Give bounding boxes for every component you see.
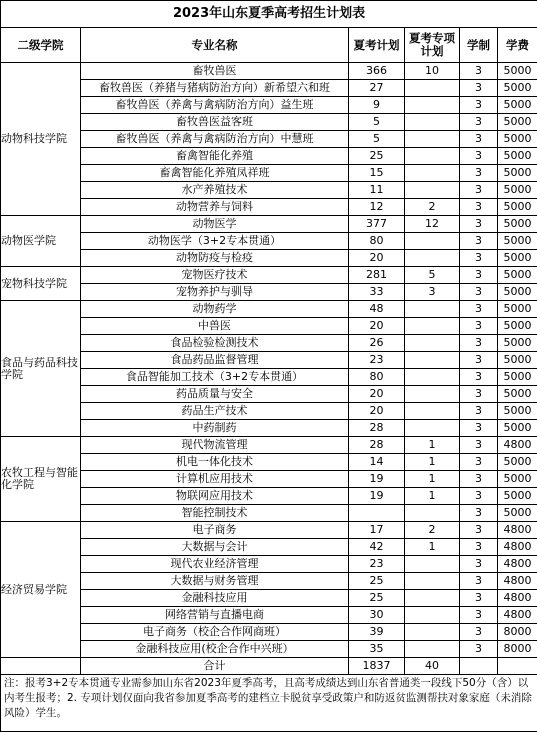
summer-plan-cell: 42 [349, 539, 405, 556]
special-plan-cell [405, 573, 460, 590]
table-row [1, 590, 537, 607]
major-cell: 畜禽智能化养殖凤祥班 [81, 165, 349, 182]
header-years: 学制 [460, 28, 498, 63]
special-plan-cell: 1 [405, 437, 460, 454]
table-row [1, 420, 537, 437]
special-plan-cell [405, 148, 460, 165]
years-cell: 3 [460, 573, 498, 590]
years-cell: 3 [460, 80, 498, 97]
table-row [1, 148, 537, 165]
summer-plan-cell [349, 505, 405, 522]
total-row [1, 658, 537, 675]
major-cell: 动物医学 [81, 216, 349, 233]
summer-plan-cell: 30 [349, 607, 405, 624]
summer-plan-cell: 20 [349, 318, 405, 335]
summer-plan-cell: 20 [349, 250, 405, 267]
special-plan-cell: 12 [405, 216, 460, 233]
fee-cell: 5000 [498, 301, 537, 318]
table-row [1, 607, 537, 624]
table-row [1, 539, 537, 556]
summer-plan-cell: 35 [349, 641, 405, 658]
fee-cell: 4800 [498, 607, 537, 624]
table-row [1, 522, 537, 539]
years-cell: 3 [460, 488, 498, 505]
special-plan-cell [405, 352, 460, 369]
fee-cell: 5000 [498, 386, 537, 403]
fee-cell: 5000 [498, 199, 537, 216]
table-row [1, 335, 537, 352]
summer-plan-cell: 26 [349, 335, 405, 352]
summer-plan-cell: 23 [349, 556, 405, 573]
total-plan: 1837 [349, 658, 405, 675]
header-college: 二级学院 [1, 28, 81, 63]
table-row [1, 471, 537, 488]
total-years-blank [460, 658, 498, 675]
fee-cell: 4800 [498, 556, 537, 573]
special-plan-cell [405, 114, 460, 131]
major-cell: 现代物流管理 [81, 437, 349, 454]
years-cell: 3 [460, 437, 498, 454]
table-row [1, 216, 537, 233]
special-plan-cell [405, 556, 460, 573]
major-cell: 水产养殖技术 [81, 182, 349, 199]
years-cell: 3 [460, 284, 498, 301]
summer-plan-cell: 28 [349, 437, 405, 454]
total-label: 合计 [81, 658, 349, 675]
table-row [1, 641, 537, 658]
fee-cell: 5000 [498, 335, 537, 352]
fee-cell: 5000 [498, 114, 537, 131]
summer-plan-cell: 19 [349, 471, 405, 488]
years-cell: 3 [460, 63, 498, 80]
table-row [1, 556, 537, 573]
fee-cell: 5000 [498, 97, 537, 114]
fee-cell: 5000 [498, 369, 537, 386]
table-row [1, 182, 537, 199]
summer-plan-cell: 25 [349, 148, 405, 165]
summer-plan-cell: 17 [349, 522, 405, 539]
major-cell: 动物防疫与检疫 [81, 250, 349, 267]
years-cell: 3 [460, 607, 498, 624]
note-row [1, 675, 537, 732]
summer-plan-cell: 5 [349, 131, 405, 148]
fee-cell: 5000 [498, 352, 537, 369]
major-cell: 畜牧兽医 [81, 63, 349, 80]
years-cell: 3 [460, 148, 498, 165]
major-cell: 药品生产技术 [81, 403, 349, 420]
years-cell: 3 [460, 522, 498, 539]
major-cell: 中药制药 [81, 420, 349, 437]
major-cell: 金融科技应用(校企合作中兴班） [81, 641, 349, 658]
summer-plan-cell: 11 [349, 182, 405, 199]
special-plan-cell: 3 [405, 284, 460, 301]
special-plan-cell: 1 [405, 539, 460, 556]
table-row [1, 505, 537, 522]
years-cell: 3 [460, 641, 498, 658]
summer-plan-cell: 28 [349, 420, 405, 437]
special-plan-cell [405, 318, 460, 335]
table-row [1, 97, 537, 114]
footnote: 注：报考3+2专本贯通专业需参加山东省2023年夏季高考，且高考成绩达到山东省普通类一段线下50分（含）以内考生报考；2. 专项计划仅面向我省参加夏季高考的建档立卡脱贫享受政策户和防返贫监测帮扶对象家庭（未消除风险）学生。 [1, 675, 537, 732]
years-cell: 3 [460, 301, 498, 318]
summer-plan-cell: 12 [349, 199, 405, 216]
summer-plan-cell: 9 [349, 97, 405, 114]
total-blank-cell [1, 658, 81, 675]
major-cell: 食品智能加工技术（3+2专本贯通） [81, 369, 349, 386]
major-cell: 宠物养护与驯导 [81, 284, 349, 301]
major-cell: 现代农业经济管理 [81, 556, 349, 573]
summer-plan-cell: 377 [349, 216, 405, 233]
special-plan-cell: 1 [405, 454, 460, 471]
special-plan-cell: 5 [405, 267, 460, 284]
header-special-plan-label: 夏考专项计划 [405, 32, 459, 58]
major-cell: 物联网应用技术 [81, 488, 349, 505]
years-cell: 3 [460, 165, 498, 182]
major-cell: 网络营销与直播电商 [81, 607, 349, 624]
special-plan-cell [405, 80, 460, 97]
table-row [1, 369, 537, 386]
fee-cell: 5000 [498, 182, 537, 199]
major-cell: 畜牧兽医（养禽与禽病防治方向）中慧班 [81, 131, 349, 148]
summer-plan-cell: 27 [349, 80, 405, 97]
major-cell: 大数据与财务管理 [81, 573, 349, 590]
fee-cell: 5000 [498, 471, 537, 488]
major-cell: 畜牧兽医（养禽与禽病防治方向）益生班 [81, 97, 349, 114]
special-plan-cell: 2 [405, 199, 460, 216]
major-cell: 智能控制技术 [81, 505, 349, 522]
table-row [1, 233, 537, 250]
years-cell: 3 [460, 199, 498, 216]
years-cell: 3 [460, 505, 498, 522]
fee-cell: 4800 [498, 522, 537, 539]
table-row [1, 437, 537, 454]
special-plan-cell: 1 [405, 471, 460, 488]
fee-cell: 5000 [498, 63, 537, 80]
header-row [1, 28, 537, 63]
years-cell: 3 [460, 233, 498, 250]
special-plan-cell [405, 131, 460, 148]
years-cell: 3 [460, 369, 498, 386]
summer-plan-cell: 23 [349, 352, 405, 369]
special-plan-cell [405, 420, 460, 437]
table-row [1, 199, 537, 216]
special-plan-cell [405, 97, 460, 114]
total-fee-blank [498, 658, 537, 675]
table-row [1, 318, 537, 335]
special-plan-cell: 2 [405, 522, 460, 539]
header-special-plan [405, 28, 460, 63]
years-cell: 3 [460, 471, 498, 488]
years-cell: 3 [460, 590, 498, 607]
special-plan-cell [405, 369, 460, 386]
fee-cell: 4800 [498, 437, 537, 454]
years-cell: 3 [460, 420, 498, 437]
table-row [1, 114, 537, 131]
table-row [1, 573, 537, 590]
special-plan-cell [405, 301, 460, 318]
major-cell: 计算机应用技术 [81, 471, 349, 488]
fee-cell: 5000 [498, 403, 537, 420]
college-cell: 经济贸易学院 [1, 522, 81, 658]
special-plan-cell: 10 [405, 63, 460, 80]
summer-plan-cell: 25 [349, 590, 405, 607]
table-row [1, 267, 537, 284]
major-cell: 电子商务（校企合作网商班） [81, 624, 349, 641]
fee-cell: 5000 [498, 148, 537, 165]
fee-cell: 5000 [498, 216, 537, 233]
special-plan-cell [405, 590, 460, 607]
major-cell: 食品检验检测技术 [81, 335, 349, 352]
summer-plan-cell: 20 [349, 403, 405, 420]
header-summer-plan: 夏考计划 [349, 28, 405, 63]
fee-cell: 5000 [498, 318, 537, 335]
fee-cell: 5000 [498, 131, 537, 148]
major-cell: 电子商务 [81, 522, 349, 539]
years-cell: 3 [460, 624, 498, 641]
years-cell: 3 [460, 539, 498, 556]
major-cell: 中兽医 [81, 318, 349, 335]
fee-cell: 8000 [498, 624, 537, 641]
header-fee: 学费 [498, 28, 537, 63]
total-special: 40 [405, 658, 460, 675]
summer-plan-cell: 20 [349, 386, 405, 403]
special-plan-cell [405, 607, 460, 624]
major-cell: 动物医学（3+2专本贯通） [81, 233, 349, 250]
fee-cell: 5000 [498, 454, 537, 471]
years-cell: 3 [460, 403, 498, 420]
special-plan-cell [405, 624, 460, 641]
years-cell: 3 [460, 352, 498, 369]
page-title: 2023年山东夏季高考招生计划表 [1, 1, 537, 28]
major-cell: 动物营养与饲料 [81, 199, 349, 216]
years-cell: 3 [460, 556, 498, 573]
special-plan-cell [405, 165, 460, 182]
table-row [1, 352, 537, 369]
fee-cell: 5000 [498, 267, 537, 284]
years-cell: 3 [460, 114, 498, 131]
summer-plan-cell: 366 [349, 63, 405, 80]
table-row [1, 131, 537, 148]
special-plan-cell [405, 335, 460, 352]
summer-plan-cell: 14 [349, 454, 405, 471]
summer-plan-cell: 39 [349, 624, 405, 641]
years-cell: 3 [460, 386, 498, 403]
table-row [1, 301, 537, 318]
summer-plan-cell: 80 [349, 369, 405, 386]
fee-cell: 5000 [498, 505, 537, 522]
fee-cell: 8000 [498, 641, 537, 658]
years-cell: 3 [460, 267, 498, 284]
fee-cell: 5000 [498, 488, 537, 505]
special-plan-cell [405, 250, 460, 267]
table-row [1, 403, 537, 420]
summer-plan-cell: 25 [349, 573, 405, 590]
major-cell: 畜牧兽医益客班 [81, 114, 349, 131]
table-row [1, 386, 537, 403]
fee-cell: 4800 [498, 539, 537, 556]
header-major: 专业名称 [81, 28, 349, 63]
major-cell: 宠物医疗技术 [81, 267, 349, 284]
fee-cell: 5000 [498, 233, 537, 250]
years-cell: 3 [460, 454, 498, 471]
college-cell: 动物医学院 [1, 216, 81, 267]
summer-plan-cell: 281 [349, 267, 405, 284]
fee-cell: 4800 [498, 590, 537, 607]
fee-cell: 5000 [498, 80, 537, 97]
college-cell: 动物科技学院 [1, 63, 81, 216]
years-cell: 3 [460, 182, 498, 199]
college-cell: 农牧工程与智能化学院 [1, 437, 81, 522]
years-cell: 3 [460, 216, 498, 233]
special-plan-cell [405, 182, 460, 199]
table-row [1, 488, 537, 505]
major-cell: 动物药学 [81, 301, 349, 318]
table-row [1, 284, 537, 301]
table-row [1, 624, 537, 641]
special-plan-cell: 1 [405, 488, 460, 505]
major-cell: 药品质量与安全 [81, 386, 349, 403]
major-cell: 金融科技应用 [81, 590, 349, 607]
years-cell: 3 [460, 97, 498, 114]
major-cell: 畜禽智能化养殖 [81, 148, 349, 165]
summer-plan-cell: 19 [349, 488, 405, 505]
major-cell: 畜牧兽医（养猪与猪病防治方向）新希望六和班 [81, 80, 349, 97]
summer-plan-cell: 15 [349, 165, 405, 182]
fee-cell: 4800 [498, 573, 537, 590]
title-row [1, 1, 537, 28]
summer-plan-cell: 48 [349, 301, 405, 318]
years-cell: 3 [460, 250, 498, 267]
table-row [1, 63, 537, 80]
major-cell: 机电一体化技术 [81, 454, 349, 471]
special-plan-cell [405, 505, 460, 522]
college-cell: 宠物科技学院 [1, 267, 81, 301]
special-plan-cell [405, 233, 460, 250]
table-row [1, 454, 537, 471]
years-cell: 3 [460, 335, 498, 352]
table-row [1, 80, 537, 97]
summer-plan-cell: 5 [349, 114, 405, 131]
table-row [1, 165, 537, 182]
special-plan-cell [405, 386, 460, 403]
summer-plan-cell: 80 [349, 233, 405, 250]
years-cell: 3 [460, 131, 498, 148]
fee-cell: 5000 [498, 165, 537, 182]
fee-cell: 5000 [498, 420, 537, 437]
major-cell: 大数据与会计 [81, 539, 349, 556]
fee-cell: 5000 [498, 284, 537, 301]
table-body [1, 1, 537, 732]
college-cell: 食品与药品科技学院 [1, 301, 81, 437]
special-plan-cell [405, 641, 460, 658]
fee-cell: 5000 [498, 250, 537, 267]
years-cell: 3 [460, 318, 498, 335]
special-plan-cell [405, 403, 460, 420]
table-row [1, 250, 537, 267]
summer-plan-cell: 33 [349, 284, 405, 301]
major-cell: 食品药品监督管理 [81, 352, 349, 369]
